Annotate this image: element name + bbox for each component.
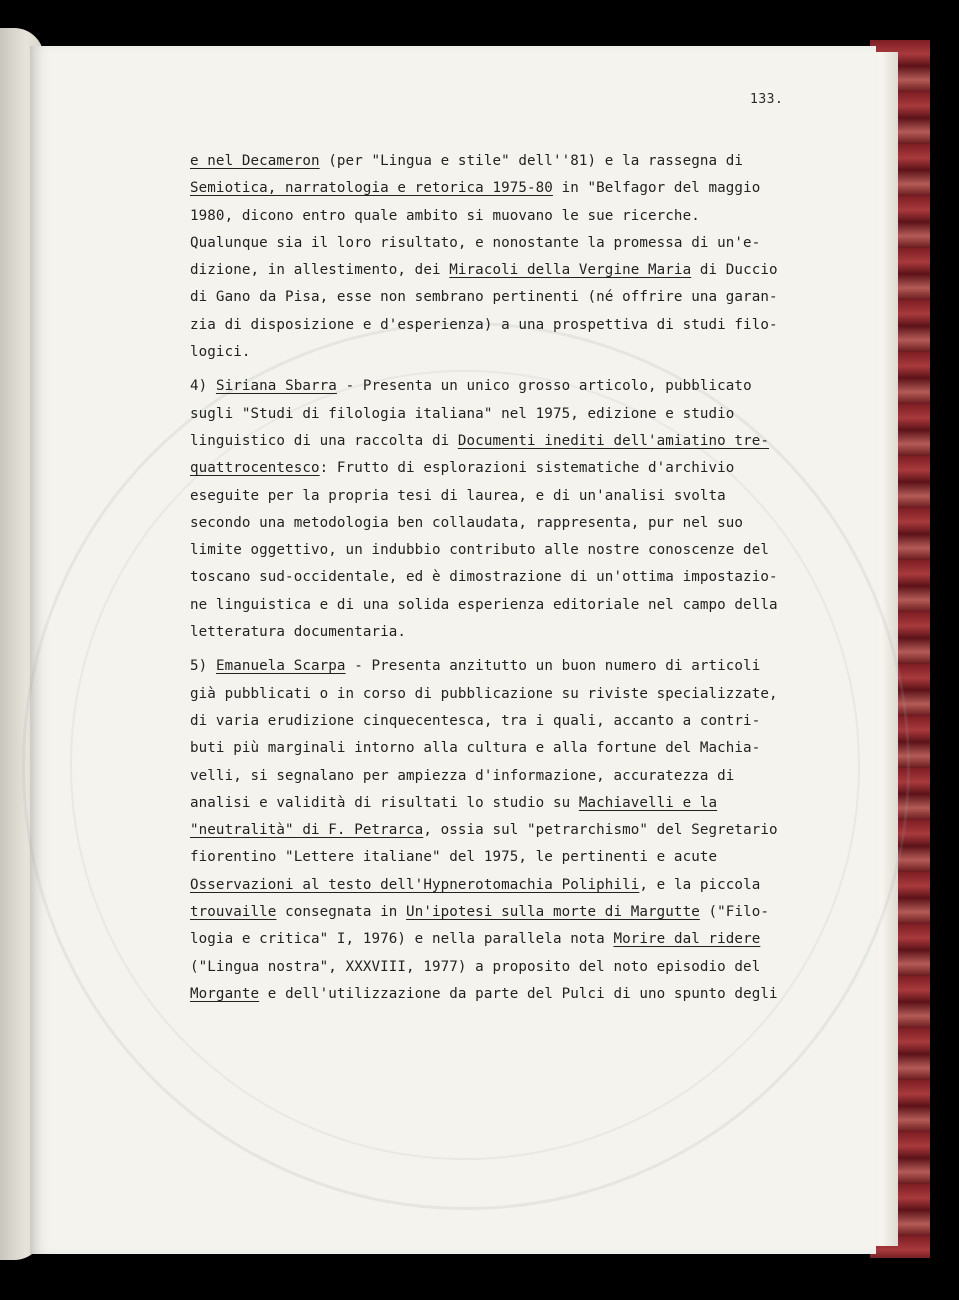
text-segment: fiorentino "Lettere italiane" del 1975, le pertinenti e acute — [190, 849, 718, 866]
text-segment: zia di disposizione e d'esperienza) a una prospettiva di studi filo- — [190, 316, 778, 333]
text-line — [190, 681, 804, 708]
text-line — [190, 954, 804, 981]
text-line — [190, 537, 804, 564]
text-line — [190, 763, 804, 790]
text-segment: Qualunque sia il loro risultato, e nonostante la promessa di un'e- — [190, 234, 761, 251]
text-line — [190, 483, 804, 510]
text-line — [190, 284, 804, 311]
text-segment: eseguite per la propria tesi di laurea, e di un'analisi svolta — [190, 487, 726, 504]
text-segment: linguistico di una raccolta di — [190, 432, 458, 449]
text-line — [190, 175, 804, 202]
text-segment: di Duccio — [691, 262, 778, 279]
underlined-title: Un'ipotesi sulla morte di Margutte — [406, 904, 700, 921]
body-text — [190, 148, 804, 1008]
text-line — [190, 339, 804, 366]
text-segment: consegnata in — [276, 904, 407, 921]
text-line — [190, 428, 804, 455]
text-segment: logia e critica" I, 1976) e nella parallela nota — [190, 931, 614, 948]
underlined-title: "neutralità" di F. Petrarca — [190, 822, 424, 839]
text-segment: ("Filo- — [699, 904, 770, 921]
text-line — [190, 257, 804, 284]
text-segment: secondo una metodologia ben collaudata, rappresenta, pur nel suo — [190, 514, 744, 531]
text-segment: ne linguistica e di una solida esperienza editoriale nel campo della — [190, 596, 778, 613]
text-line — [190, 790, 804, 817]
text-line — [190, 926, 804, 953]
text-segment: limite oggettivo, un indubbio contributo alle nostre conoscenze del — [190, 542, 769, 559]
page-number: 133. — [750, 92, 784, 107]
text-segment: di varia erudizione cinquecentesca, tra i quali, accanto a contri- — [190, 712, 761, 729]
underlined-title: Osservazioni al testo dell'Hypnerotomachia Poliphili — [190, 876, 640, 893]
text-segment: buti più marginali intorno alla cultura e alla fortune del Machia- — [190, 740, 761, 757]
text-segment: e dell'utilizzazione da parte del Pulci di uno spunto degli — [259, 985, 778, 1002]
text-line — [190, 401, 804, 428]
text-line — [190, 817, 804, 844]
text-segment: logici. — [190, 344, 251, 361]
text-segment: 1980, dicono entro quale ambito si muovano le sue ricerche. — [190, 207, 700, 224]
underlined-title: Documenti inediti dell'amiatino tre- — [457, 432, 769, 449]
text-line — [190, 981, 804, 1008]
underlined-title: Machiavelli e la — [578, 794, 718, 811]
text-line — [190, 373, 804, 400]
underlined-title: Siriana Sbarra — [215, 378, 337, 395]
underlined-title: quattrocentesco — [190, 460, 320, 477]
text-line — [190, 844, 804, 871]
text-segment: sugli "Studi di filologia italiana" nel 1975, edizione e studio — [190, 405, 735, 422]
text-segment: , e la piccola — [639, 876, 761, 893]
text-line — [190, 653, 804, 680]
text-line — [190, 510, 804, 537]
text-segment: in "Belfagor del maggio — [552, 180, 761, 197]
text-line — [190, 148, 804, 175]
text-segment: toscano sud-occidentale, ed è dimostrazione di un'ottima impostazio- — [190, 569, 778, 586]
text-segment: - Presenta un unico grosso articolo, pubblicato — [336, 378, 752, 395]
underlined-title: e nel Decameron — [190, 153, 320, 169]
text-segment: dizione, in allestimento, dei — [190, 262, 450, 279]
underlined-title: Semiotica, narratologia e retorica 1975-80 — [190, 180, 553, 197]
text-line — [190, 899, 804, 926]
text-line — [190, 455, 804, 482]
text-line — [190, 592, 804, 619]
text-segment: velli, si segnalano per ampiezza d'informazione, accuratezza di — [190, 767, 735, 784]
text-line — [190, 203, 804, 230]
underlined-title: Emanuela Scarpa — [215, 658, 346, 675]
text-line — [190, 619, 804, 646]
underlined-title: trouvaille — [190, 904, 277, 921]
underlined-title: Morire dal ridere — [613, 931, 761, 948]
text-segment: : Frutto di esplorazioni sistematiche d'archivio — [319, 460, 735, 477]
text-segment: analisi e validità di risultati lo studio su — [190, 794, 579, 811]
text-segment: di Gano da Pisa, esse non sembrano pertinenti (né offrire una garan- — [190, 289, 778, 306]
text-line — [190, 564, 804, 591]
text-segment: - Presenta anzitutto un buon numero di articoli — [345, 658, 761, 675]
text-segment: già pubblicati o in corso di pubblicazione su riviste specializzate, — [190, 685, 778, 702]
text-segment: letteratura documentaria. — [190, 624, 407, 641]
underlined-title: Morgante — [190, 985, 260, 1002]
text-segment: 5) — [190, 658, 216, 675]
paragraph-gap — [190, 366, 804, 373]
text-segment: , ossia sul "petrarchismo" del Segretario — [423, 822, 778, 839]
text-segment: (per "Lingua e stile" dell''81) e la rassegna di — [319, 153, 744, 169]
text-segment: ("Lingua nostra", XXXVIII, 1977) a proposito del noto episodio del — [190, 958, 761, 975]
text-line — [190, 312, 804, 339]
text-line — [190, 735, 804, 762]
text-line — [190, 230, 804, 257]
text-line — [190, 872, 804, 899]
paragraph-gap — [190, 646, 804, 653]
underlined-title: Miracoli della Vergine Maria — [449, 262, 692, 279]
text-line — [190, 708, 804, 735]
text-segment: 4) — [190, 378, 216, 395]
